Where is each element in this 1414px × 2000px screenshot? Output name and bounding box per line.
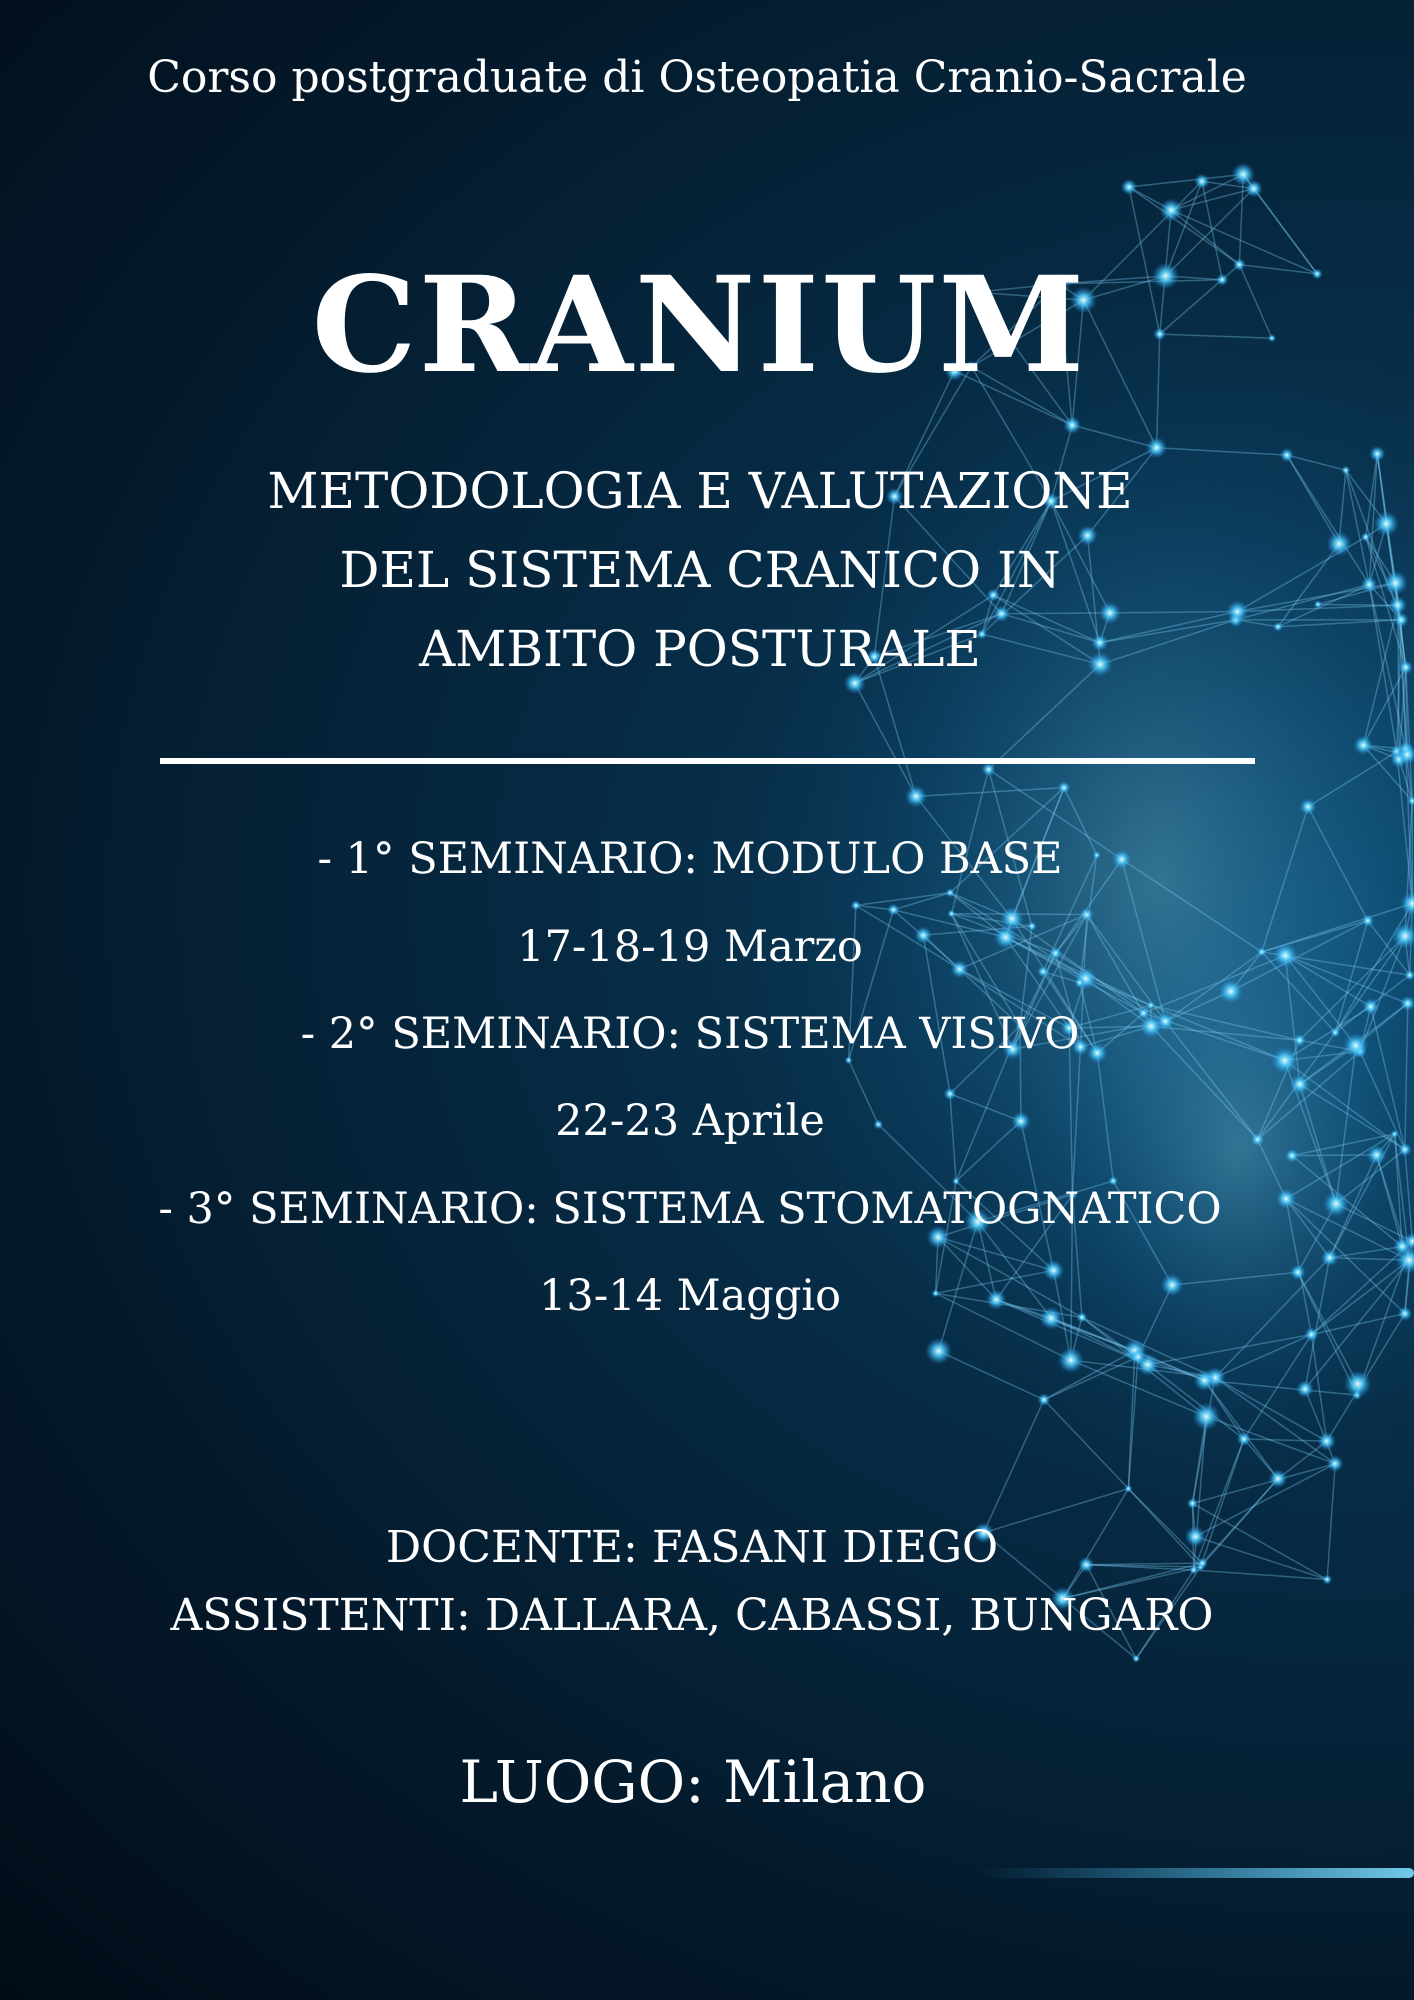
divider: [160, 758, 1255, 764]
description-line-2: DEL SISTEMA CRANICO IN: [339, 541, 1061, 599]
location: LUOGO: Milano: [459, 1748, 927, 1816]
description-line-1: METODOLOGIA E VALUTAZIONE: [267, 462, 1133, 520]
seminar-3-dates: 13-14 Maggio: [539, 1271, 841, 1321]
assistants: ASSISTENTI: DALLARA, CABASSI, BUNGARO: [170, 1590, 1214, 1641]
seminar-2-title: - 2° SEMINARIO: SISTEMA VISIVO: [300, 1009, 1080, 1059]
description-line-3: AMBITO POSTURALE: [419, 620, 981, 678]
course-description: [0, 452, 1407, 689]
seminar-1-dates: 17-18-19 Marzo: [517, 922, 863, 972]
course-subtitle: Corso postgraduate di Osteopatia Cranio-Sacrale: [147, 52, 1247, 103]
main-title: CRANIUM: [311, 248, 1087, 403]
teacher: DOCENTE: FASANI DIEGO: [385, 1522, 999, 1573]
seminar-1-title: - 1° SEMINARIO: MODULO BASE: [317, 834, 1063, 884]
seminar-3-title: - 3° SEMINARIO: SISTEMA STOMATOGNATICO: [158, 1184, 1222, 1234]
seminar-2-dates: 22-23 Aprile: [555, 1096, 825, 1146]
